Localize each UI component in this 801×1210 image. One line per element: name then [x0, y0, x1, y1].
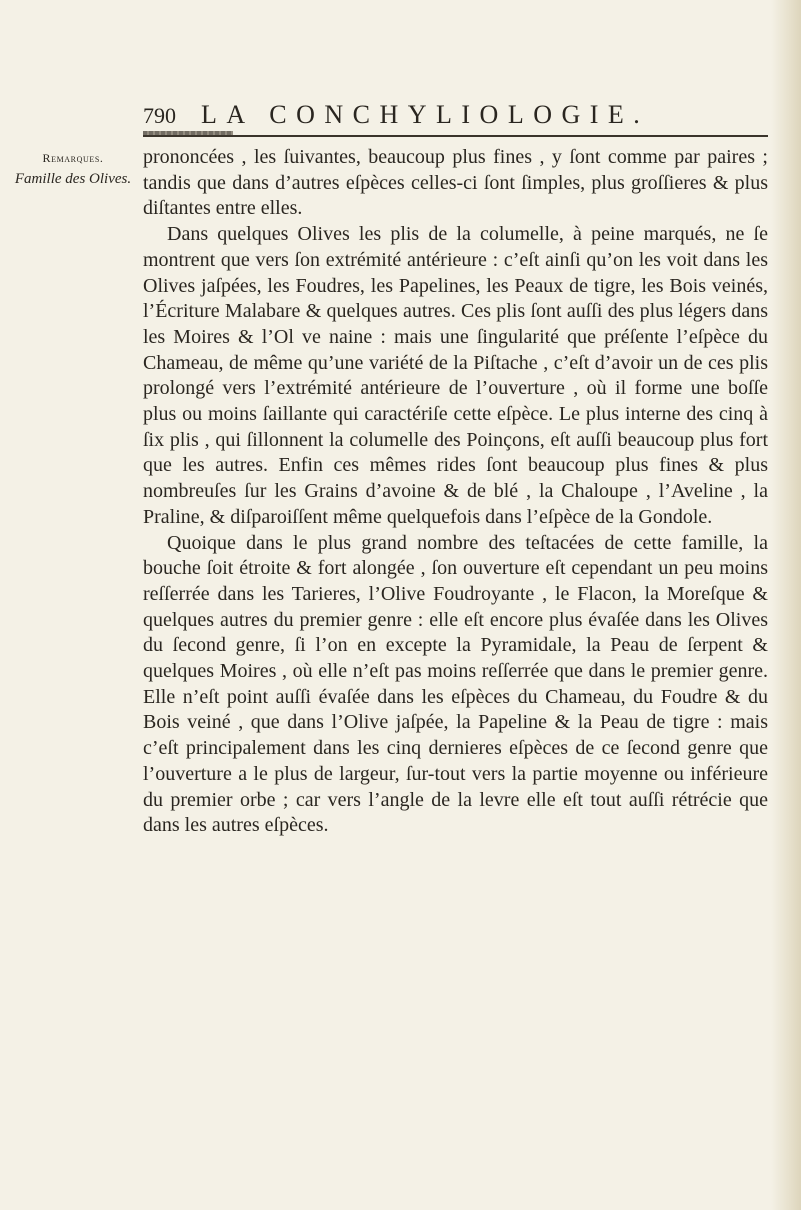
margin-heading: Remarques.: [42, 151, 104, 165]
paragraph: prononcées , les ſuivantes, beaucoup plus fines , y ſont comme par paires ; tandis que dans d’autres eſpèces celles-ci ſont ſimples, plus groſſieres & plus diſtantes entre elles.: [143, 146, 768, 220]
page-title: LA CONCHYLIOLOGIE.: [201, 100, 650, 129]
margin-subheading: Famille des Olives.: [14, 171, 132, 187]
margin-note: [13, 150, 133, 186]
running-head: [143, 100, 649, 130]
header-rule: [143, 135, 768, 137]
page-edge-shadow: [771, 0, 801, 1210]
paragraph: Dans quelques Olives les plis de la columelle, à peine marqués, ne ſe montrent que vers ſon extrémité antérieure : c’eſt ainſi qu’on les voit dans les Olives jaſpées, les Foudres, les Papelines, les Peaux de tigre, les Bois veinés, l’Écriture Malabare & quelques autres. Ces plis ſont auſſi des plus légers dans les Moires & l’Ol ve naine : mais une ſingularité que préſente l’eſpèce du Chameau, de même qu’une variété de la Piſtache , c’eſt d’avoir un de ces plis prolongé vers l’extrémité antérieure de l’ouverture , où il forme une boſſe plus ou moins ſaillante qui caractériſe cette eſpèce. Le plus interne des cinq à ſix plis , qui ſillonnent la columelle des Poinçons, eſt auſſi beaucoup plus fort que les autres. Enfin ces mêmes rides ſont beaucoup plus fines & plus nombreuſes ſur les Grains d’avoine & de blé , la Chaloupe , l’Aveline , la Praline, & diſparoiſſent même quelquefois dans l’eſpèce de la Gondole.: [143, 223, 768, 528]
paragraph: Quoique dans le plus grand nombre des teſtacées de cette famille, la bouche ſoit étroite & fort alongée , ſon ouverture eſt cependant un peu moins reſſerrée dans les Tarieres, l’Olive Foudroyante , le Flacon, la Moreſque & quelques autres du premier genre : elle eſt encore plus évaſée dans les Olives du ſecond genre, ſi l’on en excepte la Pyramidale, la Peau de ſerpent & quelques Moires , où elle n’eſt pas moins reſſerrée que dans le premier genre. Elle n’eſt point auſſi évaſée dans les eſpèces du Chameau, du Foudre & du Bois veiné , que dans l’Olive jaſpée, la Papeline & la Peau de tigre : mais c’eſt principalement dans les cinq dernieres eſpèces de ce ſecond genre que l’ouverture a le plus de largeur, ſur-tout vers la partie moyenne ou inférieure du premier orbe ; car vers l’angle de la levre elle eſt tout auſſi rétrécie que dans les autres eſpèces.: [143, 531, 768, 837]
body-text: [143, 145, 768, 839]
page-number: 790: [143, 103, 176, 128]
